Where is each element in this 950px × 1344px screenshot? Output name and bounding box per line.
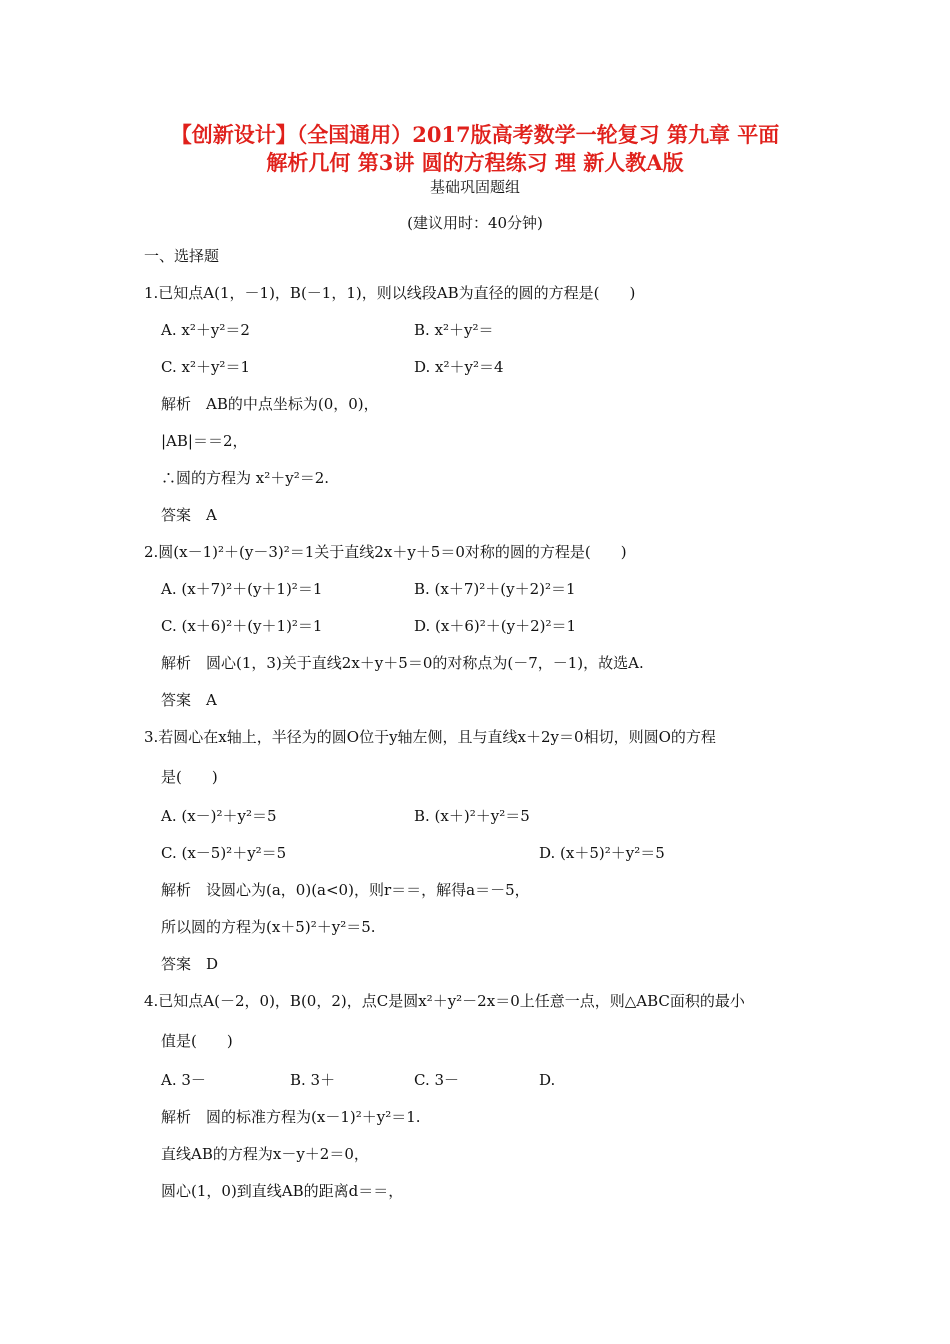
document-title-line-1: 【创新设计】（全国通用）2017版高考数学一轮复习 第九章 平面 bbox=[170, 122, 780, 147]
q3-stem-line-2: 是( ) bbox=[161, 768, 218, 786]
q3-option-d: D. (x＋5)²＋y²＝5 bbox=[539, 844, 665, 862]
q2-option-d: D. (x＋6)²＋(y＋2)²＝1 bbox=[414, 617, 577, 635]
q2-answer: 答案 A bbox=[161, 691, 217, 709]
q3-stem-line-1: 3.若圆心在x轴上，半径为的圆O位于y轴左侧，且与直线x＋2y＝0相切，则圆O的方程 bbox=[144, 728, 716, 746]
q3-solution-line-2: 所以圆的方程为(x＋5)²＋y²＝5. bbox=[161, 918, 376, 936]
q3-option-a: A. (x－)²＋y²＝5 bbox=[161, 807, 277, 825]
q1-solution-line-2: |AB|＝＝2， bbox=[161, 432, 248, 450]
q3-option-c: C. (x－5)²＋y²＝5 bbox=[161, 844, 287, 862]
q1-option-d: D. x²＋y²＝4 bbox=[414, 358, 504, 376]
q3-answer: 答案 D bbox=[161, 955, 219, 973]
document-title-line-2: 解析几何 第3讲 圆的方程练习 理 新人教A版 bbox=[266, 150, 684, 175]
q4-stem-line-2: 值是( ) bbox=[161, 1032, 233, 1050]
q3-solution-line-1: 解析 设圆心为(a，0)(a<0)，则r＝＝，解得a＝－5， bbox=[161, 881, 530, 899]
q2-solution-line-1: 解析 圆心(1，3)关于直线2x＋y＋5＝0的对称点为(－7，－1)，故选A. bbox=[161, 654, 644, 672]
q4-option-c: C. 3－ bbox=[414, 1071, 460, 1089]
q4-solution-line-2: 直线AB的方程为x－y＋2＝0， bbox=[161, 1145, 369, 1163]
q1-answer: 答案 A bbox=[161, 506, 217, 524]
q4-stem-line-1: 4.已知点A(－2，0)，B(0，2)，点C是圆x²＋y²－2x＝0上任意一点，则△ABC面积的最小 bbox=[144, 992, 745, 1010]
q2-option-b: B. (x＋7)²＋(y＋2)²＝1 bbox=[414, 580, 576, 598]
time-note: (建议用时：40分钟) bbox=[407, 214, 543, 232]
group-heading: 基础巩固题组 bbox=[429, 178, 520, 196]
q4-option-d: D. bbox=[539, 1071, 556, 1089]
q1-option-a: A. x²＋y²＝2 bbox=[161, 321, 250, 339]
q2-stem: 2.圆(x－1)²＋(y－3)²＝1关于直线2x＋y＋5＝0对称的圆的方程是( ) bbox=[144, 543, 627, 561]
section-heading: 一、选择题 bbox=[144, 247, 220, 265]
q4-option-a: A. 3－ bbox=[161, 1071, 206, 1089]
q3-option-b: B. (x＋)²＋y²＝5 bbox=[414, 807, 530, 825]
q4-solution-line-3: 圆心(1，0)到直线AB的距离d＝＝， bbox=[161, 1182, 404, 1200]
q1-solution-line-1: 解析 AB的中点坐标为(0，0)， bbox=[161, 395, 379, 413]
q1-option-c: C. x²＋y²＝1 bbox=[161, 358, 250, 376]
q2-option-c: C. (x＋6)²＋(y＋1)²＝1 bbox=[161, 617, 323, 635]
q2-option-a: A. (x＋7)²＋(y＋1)²＝1 bbox=[161, 580, 323, 598]
q4-solution-line-1: 解析 圆的标准方程为(x－1)²＋y²＝1. bbox=[161, 1108, 421, 1126]
q1-option-b: B. x²＋y²＝ bbox=[414, 321, 494, 339]
q1-solution-line-3: ∴圆的方程为 x²＋y²＝2. bbox=[161, 469, 330, 487]
q4-option-b: B. 3＋ bbox=[290, 1071, 336, 1089]
q1-stem: 1.已知点A(1，－1)，B(－1，1)，则以线段AB为直径的圆的方程是( ) bbox=[144, 284, 636, 302]
